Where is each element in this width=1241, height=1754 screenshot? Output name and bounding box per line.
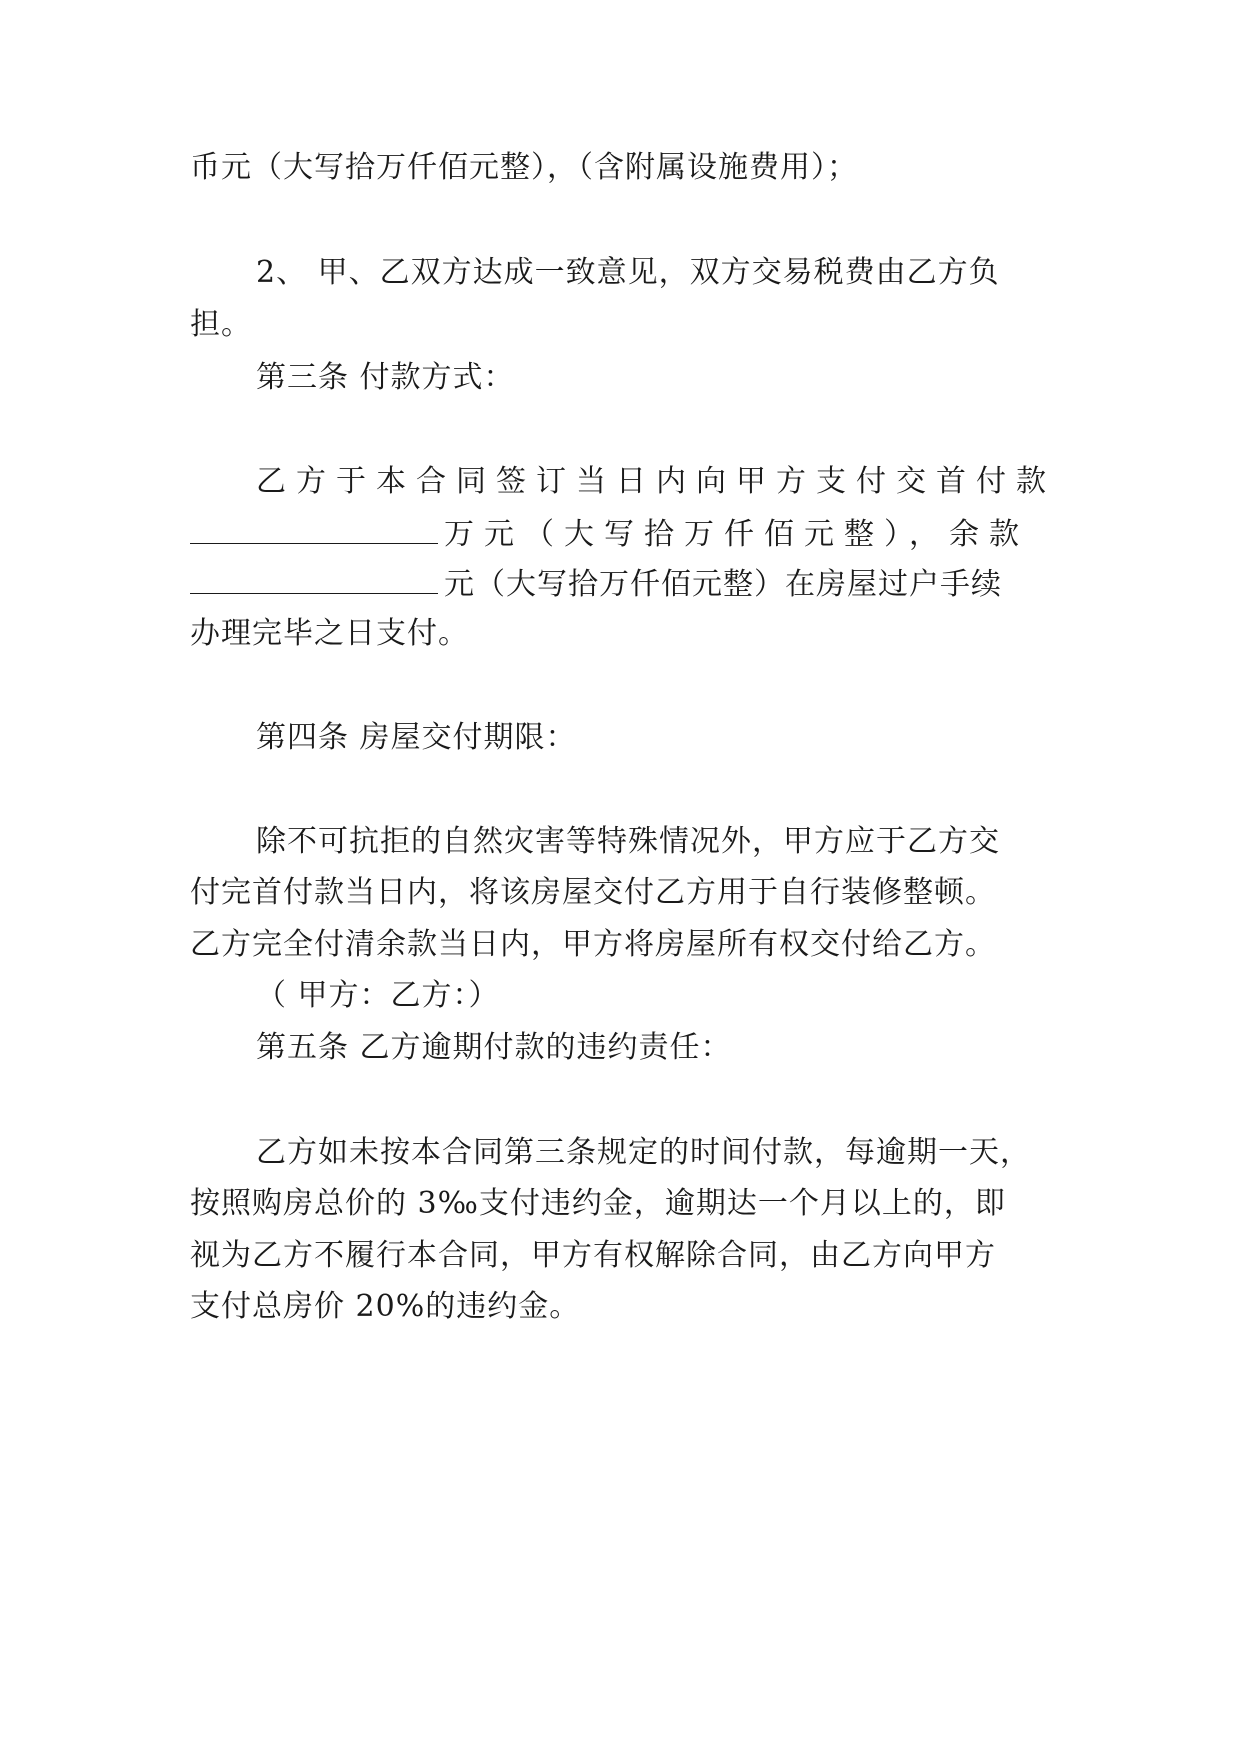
paragraph-line: [190, 563, 1050, 603]
paragraph-line: 视为乙方不履行本合同，甲方有权解除合同，由乙方向甲方: [190, 1238, 996, 1273]
paragraph-line: 担。: [190, 307, 252, 342]
article-5-heading: 第五条 乙方逾期付款的违约责任：: [256, 1030, 732, 1065]
paragraph-line: 币元（大写拾万仟佰元整），（含附属设施费用）；: [190, 150, 858, 185]
paragraph-line: 办理完毕之日支付。: [190, 616, 469, 651]
paragraph-line: 支付总房价 20%的违约金。: [190, 1289, 581, 1324]
paragraph-line: 除不可抗拒的自然灾害等特殊情况外，甲方应于乙方交: [256, 824, 1000, 859]
down-payment-blank: [190, 513, 438, 544]
paragraph-line: [190, 513, 1050, 553]
paragraph-line: 乙方如未按本合同第三条规定的时间付款，每逾期一天，: [256, 1135, 1031, 1170]
paragraph-text: 万元（大写拾万仟佰元整），余款: [444, 517, 1029, 552]
paragraph-text: 元（大写拾万仟佰元整）在房屋过户手续: [444, 567, 1002, 602]
article-3-heading: 第三条 付款方式：: [256, 360, 515, 395]
balance-blank: [190, 563, 438, 594]
paragraph-line: 付完首付款当日内，将该房屋交付乙方用于自行装修整顿。: [190, 875, 996, 910]
article-4-heading: 第四条 房屋交付期限：: [256, 720, 577, 755]
paragraph-line: 乙方完全付清余款当日内，甲方将房屋所有权交付给乙方。: [190, 927, 996, 962]
paragraph-line: 按照购房总价的 3‰支付违约金，逾期达一个月以上的，即: [190, 1186, 1006, 1221]
clause-2-line: 2、 甲、乙双方达成一致意见，双方交易税费由乙方负: [256, 255, 1000, 290]
signature-note: （ 甲方：乙方：）: [256, 978, 500, 1013]
paragraph-line: 乙方于本合同签订当日内向甲方支付交首付款: [256, 464, 1056, 499]
